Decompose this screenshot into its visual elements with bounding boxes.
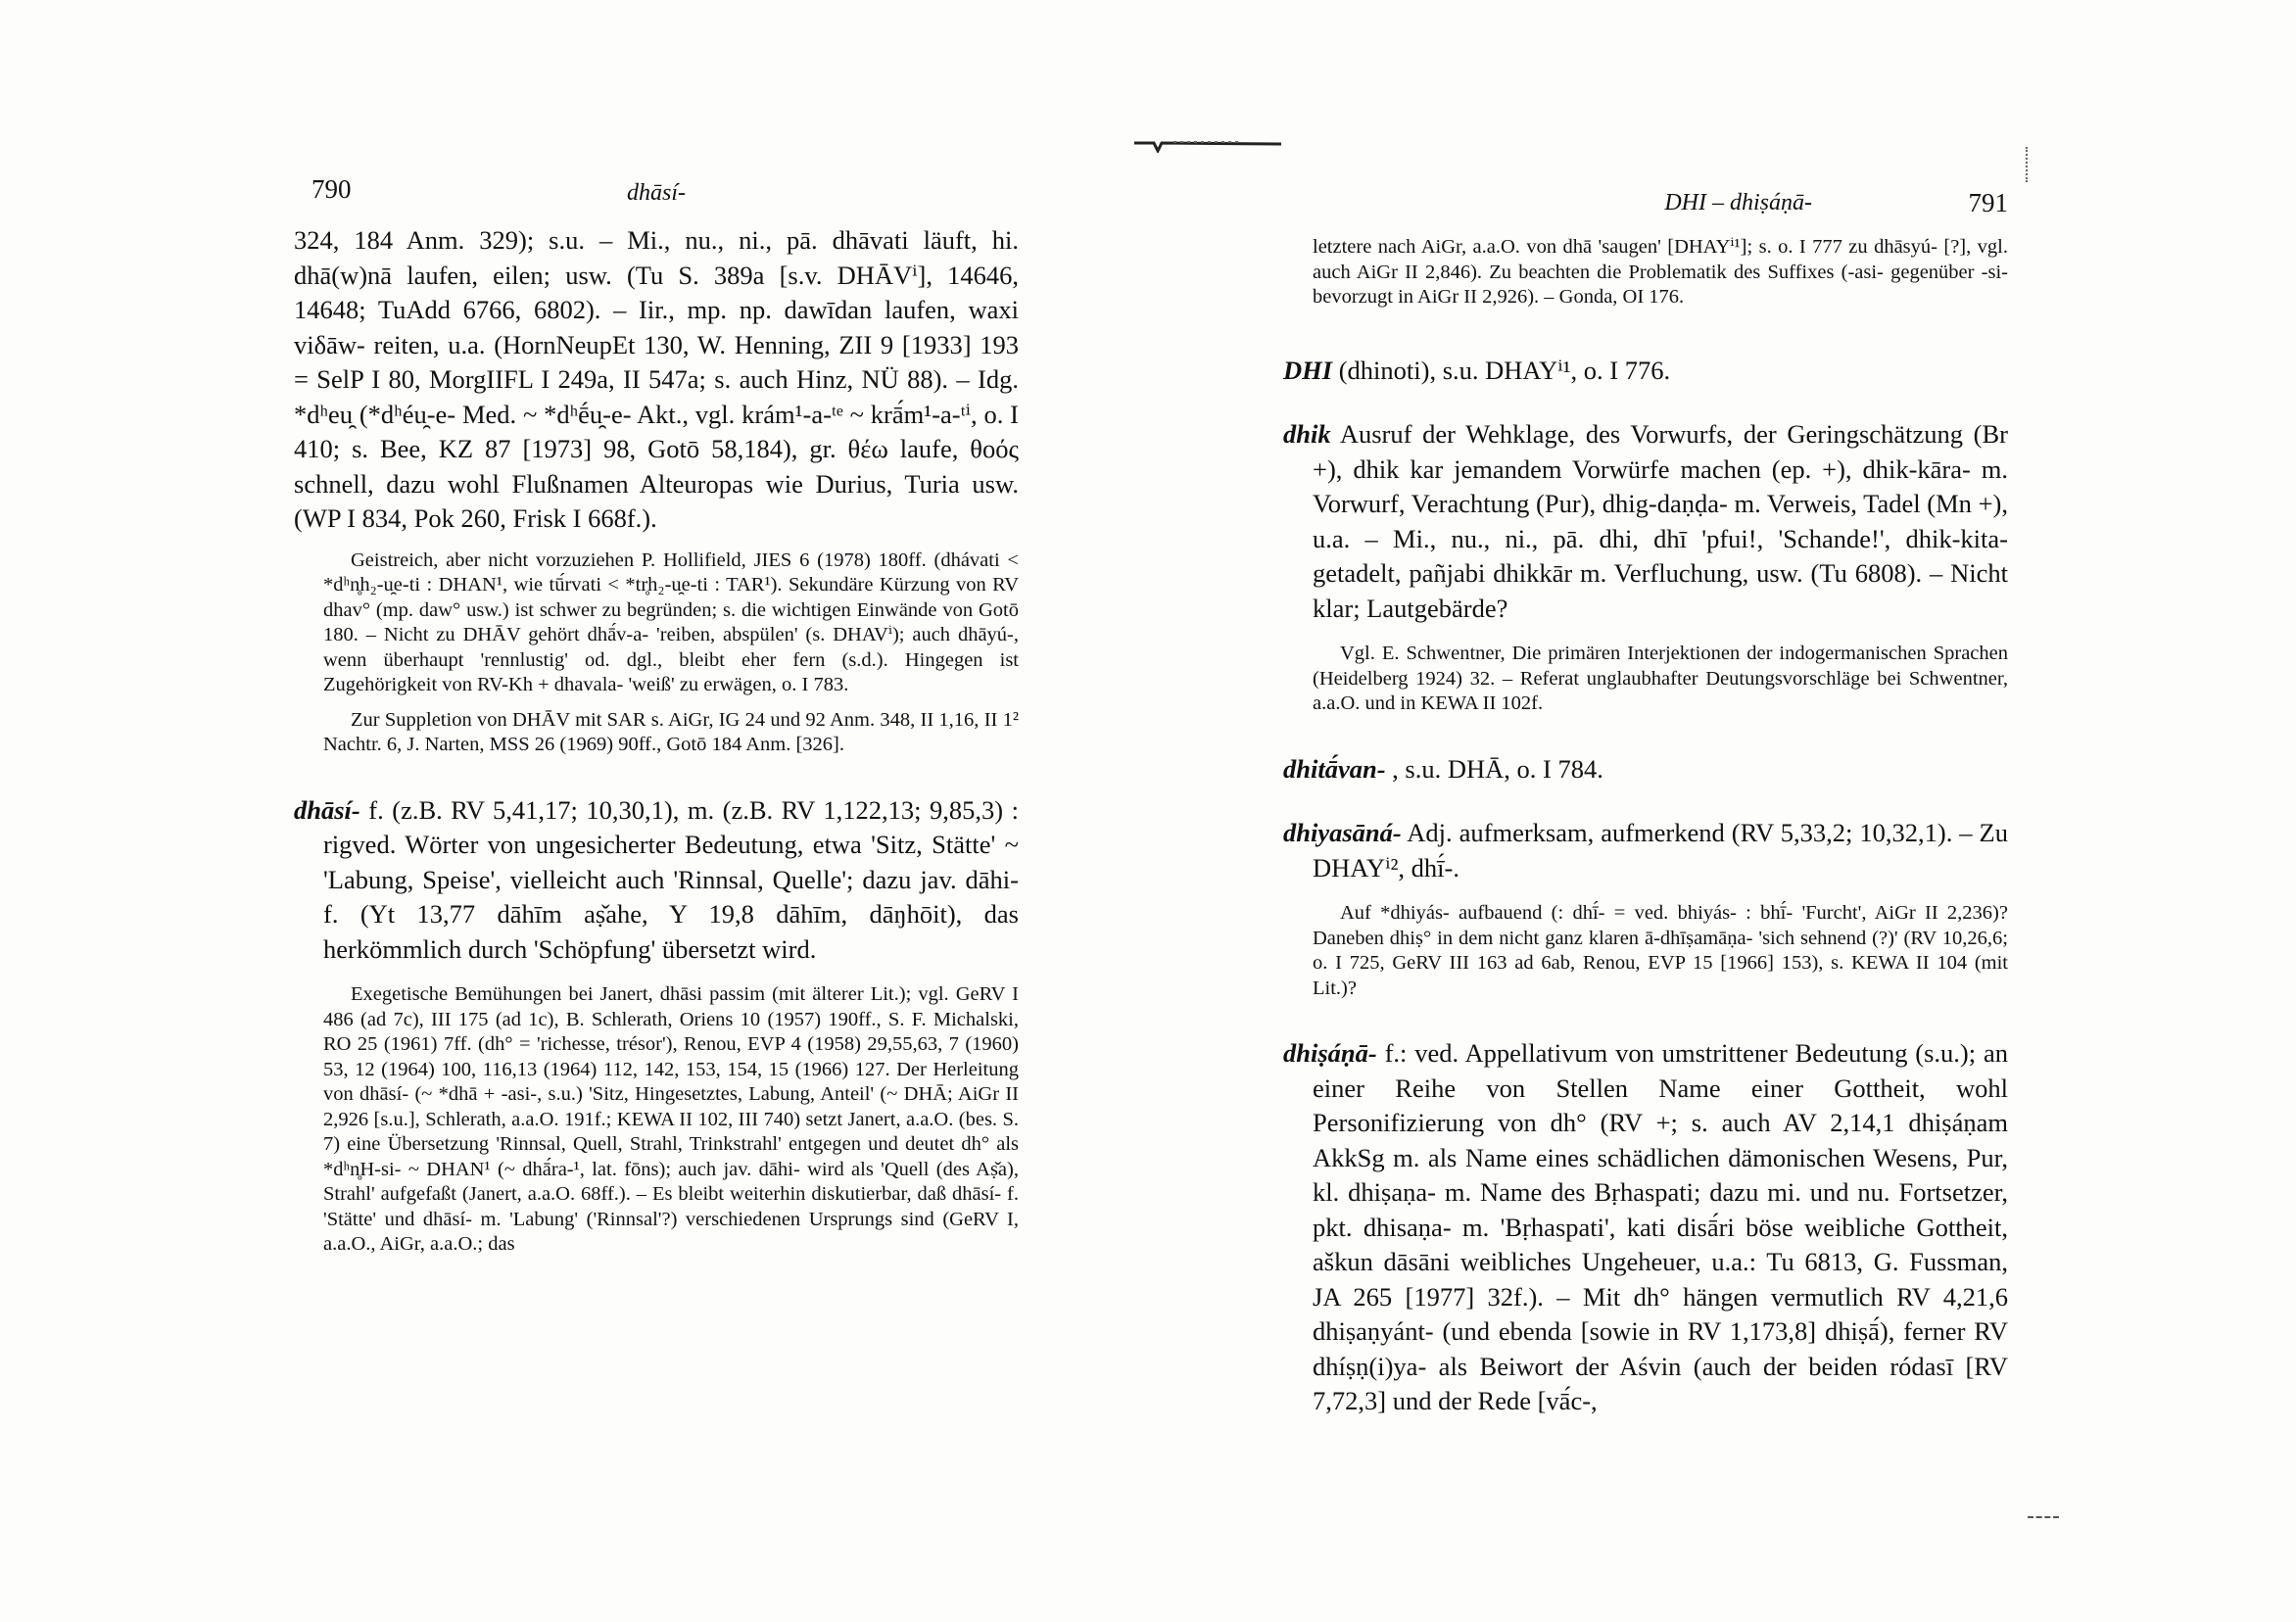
dictionary-entry <box>1283 417 2008 626</box>
footnote-paragraph: Vgl. E. Schwentner, Die primären Interjektionen der indogermanischen Sprachen (Heidelberg 1924) 32. – Referat unglaubhafter Deutungsvorschläge bei Schwentner, a.a.O. und in KEWA II 102f. <box>1313 643 2008 714</box>
footnote-paragraph: letztere nach AiGr, a.a.O. von dhā 'saugen' [DHAYⁱ¹]; s. o. I 777 zu dhāsyú- [?], vgl. auch AiGr II 2,846). Zu beachten die Problematik des Suffixes (-asi- gegenüber -si- bevorzugt in AiGr II 2,926). – Gonda, OI 176. <box>1313 236 2008 308</box>
entry-text: (dhinoti), s.u. DHAYⁱ¹, o. I 776. <box>1332 355 1671 385</box>
running-head: dhāsí- <box>627 180 686 206</box>
footnote-paragraph: Auf *dhiyás- aufbauend (: dhī́- = ved. bhiyás- : bhī́- 'Furcht', AiGr II 2,236)? Daneben dhiṣ° in dem nicht ganz klaren ā-dhīṣamāṇa- 'sich sehnend (?)' (RV 10,26,6; o. I 725, GeRV III 163 ad 6ab, Renou, EVP 15 [1966] 153), s. KEWA II 104 (mit Lit.)? <box>1313 902 2008 999</box>
running-head: DHI – dhiṣáṇā- <box>1664 190 1812 215</box>
continuation-paragraph: 324, 184 Anm. 329); s.u. – Mi., nu., ni., pā. dhāvati läuft, hi. dhā(w)nā laufen, eilen; usw. (Tu S. 389a [s.v. DHĀVⁱ], 14646, 14648; TuAdd 6766, 6802). – Iir., mp. np. dawīdan laufen, waxi viδāw- reiten, u.a. (HornNeupEt 130, W. Henning, ZII 9 [1933] 193 = SelP I 80, MorgIIFL I 249a, II 547a; s. auch Hinz, NÜ 88). – Idg. *dʰeu̯ (*dʰéu̯-e- Med. ~ *dʰḗu̯-e- Akt., vgl. krám¹-a-ᵗᵉ ~ krā́m¹-a-ᵗⁱ, o. I 410; s. Bee, KZ 87 [1973] 98, Gotō 58,184), gr. θέω laufe, θοός schnell, dazu wohl Flußnamen Alteuropas wie Durius, Turia usw. (WP I 834, Pok 260, Frisk I 668f.). <box>294 225 1019 533</box>
dictionary-entry <box>1283 816 2008 885</box>
right-page-header <box>1283 174 2008 217</box>
entry-lemma: dhitā́van- <box>1283 753 1386 784</box>
left-page-body <box>294 223 1019 1267</box>
left-page <box>294 0 1019 1622</box>
footnote-paragraph: Geistreich, aber nicht vorzuziehen P. Hollifield, JIES 6 (1978) 180ff. (dhávati < *dʰn̥h₂-u̯e-ti : DHAN¹, wie tū́rvati < *tr̥h₂-u̯e-ti : TAR¹). Sekundäre Kürzung von RV dhav° (mp. daw° usw.) ist schwer zu begründen; s. die wichtigen Einwände von Gotō 180. – Nicht zu DHĀV gehört dhā́v-a- 'reiben, abspülen' (s. DHAVⁱ); auch dhāyú-, wenn überhaupt 'rennlustig' od. dgl., bleibt eher fern (s.d.). Hingegen ist Zugehörigkeit von RV-Kh + dhavala- 'weiß' zu erwägen, o. I 783. <box>323 549 1019 695</box>
right-page <box>1283 0 2008 1622</box>
entry-lemma: dhiṣáṇā- <box>1283 1038 1377 1068</box>
entry-text: f. (z.B. RV 5,41,17; 10,30,1), m. (z.B. RV 1,122,13; 9,85,3) : rigved. Wörter von ungesicherter Bedeutung, etwa 'Sitz, Stätte' ~ 'Labung, Speise', vielleicht auch 'Rinnsal, Quelle'; dazu jav. dāhi- f. (Yt 13,77 dāhīm aṣ̌ahe, Y 19,8 dāhīm, dāŋhōit), das herkömmlich durch 'Schöpfung' übersetzt wird. <box>323 794 1019 964</box>
footnote-paragraph: Exegetische Bemühungen bei Janert, dhāsi passim (mit älterer Lit.); vgl. GeRV I 486 (ad 7c), III 175 (ad 1c), B. Schlerath, Oriens 10 (1957) 190ff., S. F. Michalski, RO 25 (1961) 7ff. (dh° = 'richesse, trésor'), Renou, EVP 4 (1958) 29,55,63, 7 (1960) 53, 12 (1964) 100, 116,13 (1964) 112, 142, 153, 154, 15 (1966) 127. Der Herleitung von dhāsí- (~ *dhā + -asi-, s.u.) 'Sitz, Hingesetztes, Labung, Anteil' (~ DHĀ; AiGr II 2,926 [s.u.], Schlerath, a.a.O. 191f.; KEWA II 102, III 740) setzt Janert, a.a.O. (bes. S. 7) eine Übersetzung 'Rinnsal, Quell, Strahl, Trinkstrahl' entgegen und deutet dh° als *dʰn̥H-si- ~ DHAN¹ (~ dhā́ra-¹, lat. fōns); auch jav. dāhi- wird als 'Quell (des Aṣ̌a), Strahl' aufgefaßt (Janert, a.a.O. 68ff.). – Es bleibt weiterhin diskutierbar, daß dhāsí- f. 'Stätte' und dhāsí- m. 'Labung' ('Rinnsal'?) verschiedenen Ursprungs sind (GeRV I, a.a.O., AiGr, a.a.O.; das <box>323 983 1019 1255</box>
footnote-paragraph: Zur Suppletion von DHĀV mit SAR s. AiGr, IG 24 und 92 Anm. 348, II 1,16, II 1² Nachtr. 6, J. Narten, MSS 26 (1969) 90ff., Gotō 184 Anm. [326]. <box>323 708 1019 755</box>
dictionary-entry <box>294 793 1019 968</box>
dictionary-entry <box>1283 752 2008 787</box>
entry-lemma: dhiyasāná- <box>1283 818 1402 847</box>
entry-text: , s.u. DHĀ, o. I 784. <box>1385 753 1603 784</box>
right-page-body <box>1283 235 2008 1435</box>
page-number: 791 <box>1968 188 2008 217</box>
entry-lemma: dhik <box>1283 419 1331 449</box>
entry-lemma: dhāsí- <box>294 794 360 825</box>
entry-text: Adj. aufmerksam, aufmerkend (RV 5,33,2; 10,32,1). – Zu DHAYⁱ², dhī́-. <box>1313 818 2008 883</box>
entry-text: f.: ved. Appellativum von umstrittener Bedeutung (s.u.); an einer Reihe von Stellen Name einer Gottheit, wohl Personifizierung von dh° (RV +; s. auch AV 2,14,1 dhiṣáṇam AkkSg m. als Name eines schädlichen dämonischen Wesens, Pur, kl. dhiṣaṇa- m. Name des Bṛhaspati; dazu mi. und nu. Fortsetzer, pkt. dhisaṇa- m. 'Bṛhaspati', kati disā́ri böse weibliche Gottheit, aškun dāsāni weibliches Ungeheuer, u.a.: Tu 6813, G. Fussman, JA 265 [1977] 32f.). – Mit dh° hängen vermutlich RV 4,21,6 dhiṣaṇyánt- (und ebenda [sowie in RV 1,173,8] dhiṣā́), ferner RV dhíṣṇ(i)ya- als Beiwort der Aśvin (auch der beiden ródasī [RV 7,72,3] und der Rede [vā́c-, <box>1313 1038 2008 1415</box>
page-number: 790 <box>311 174 352 204</box>
dictionary-entry <box>1283 1036 2008 1419</box>
entry-text: Ausruf der Wehklage, des Vorwurfs, der Geringschätzung (Br +), dhik kar jemandem Vorwürfe machen (ep. +), dhik-kāra- m. Vorwurf, Verachtung (Pur), dhig-daṇḍa- m. Verweis, Tadel (Mn +), u.a. – Mi., nu., ni., pā. dhi, dhī 'pfui!, 'Schande!', dhik-kita- getadelt, pañjabi dhikkār m. Verfluchung, usw. (Tu 6808). – Nicht klar; Lautgebärde? <box>1313 419 2008 623</box>
left-page-header <box>294 174 1019 214</box>
scan-mark-right <box>2026 147 2032 182</box>
dictionary-entry <box>1283 354 2008 389</box>
scan-mark-bottom-right <box>2028 1516 2059 1522</box>
entry-lemma: DHI <box>1283 355 1333 385</box>
scan-mark-top <box>1134 137 1281 153</box>
